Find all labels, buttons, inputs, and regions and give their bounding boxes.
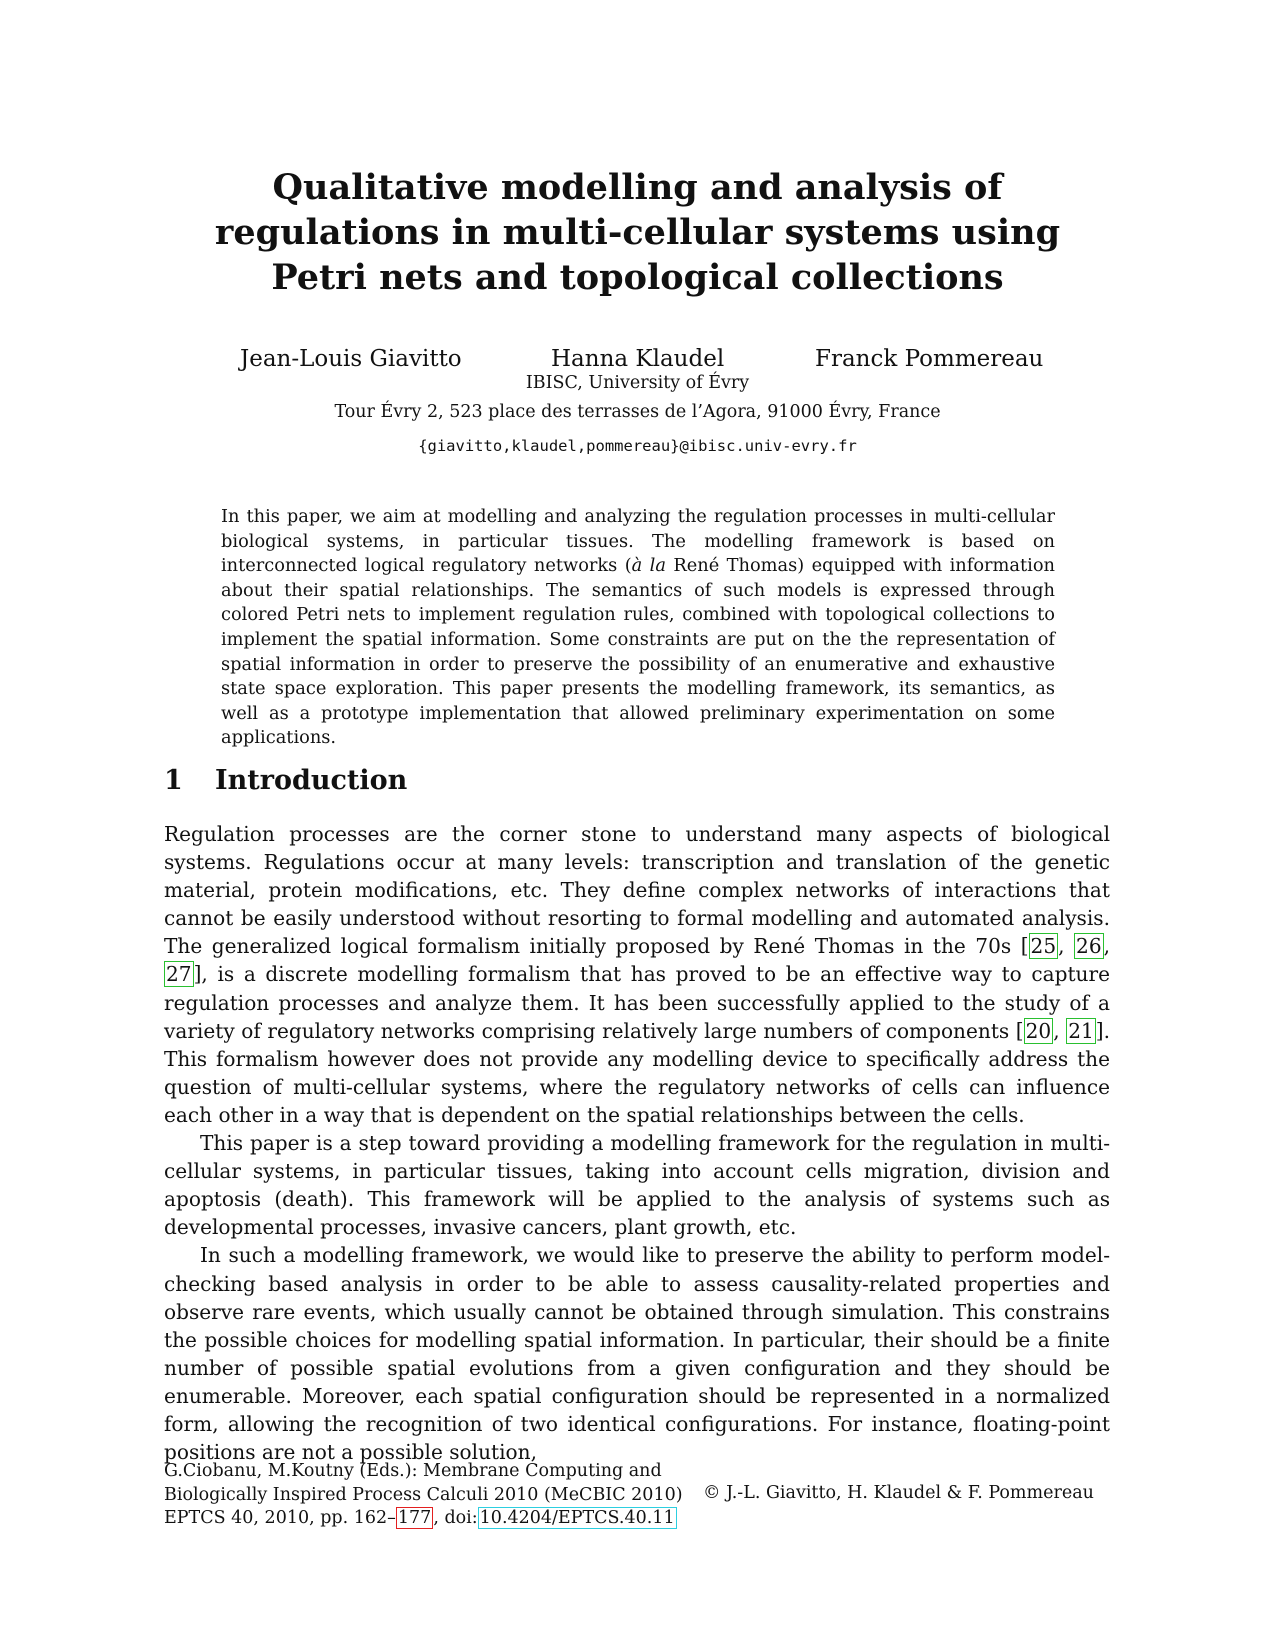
title-line-3: Petri nets and topological collections (271, 257, 1004, 298)
intro-paragraph-1 (164, 820, 1110, 1129)
para1-text-c: ]. This formalism however does not provide any modelling device to specifically address the question of multi-cellular systems, where the regulatory networks of cells can influence each other in a way that is dependent on the spatial relationships between the cells. (164, 1018, 1110, 1127)
footer-citation (164, 1460, 684, 1531)
author-klaudel: Hanna Klaudel (551, 346, 725, 372)
author-list (0, 346, 1275, 376)
citation-26[interactable]: 26 (1076, 934, 1102, 959)
affiliation: IBISC, University of Évry (525, 373, 750, 393)
cite-separator: , (1103, 934, 1110, 959)
last-page-link[interactable]: 177 (397, 1508, 432, 1528)
copyright-notice: © J.-L. Giavitto, H. Klaudel & F. Pommereau (703, 1483, 1094, 1503)
section-title: Introduction (215, 765, 408, 796)
intro-paragraph-3: In such a modelling framework, we would like to preserve the ability to perform model-checking based analysis in order to be able to assess causality-related properties and observe rare events, which usually cannot be obtained through simulation. This constrains the possible choices for modelling spatial information. In particular, their should be a finite number of possible spatial evolutions from a given configuration and they should be enumerable. Moreover, each spatial configuration should be represented in a normalized form, allowing the recognition of two identical configurations. For instance, floating-point positions are not a possible solution, (164, 1243, 1110, 1465)
abstract-text-1: In this paper, we aim at modelling and analyzing the regulation processes in multi-cellular biological systems, in particular tissues. The modelling framework is based on interconnected logical regulatory networks ( (221, 506, 1055, 577)
footer-line-2: Biologically Inspired Process Calculi 2010 (MeCBIC 2010) (164, 1484, 683, 1505)
footer-line-1: G.Ciobanu, M.Koutny (Eds.): Membrane Computing and (164, 1461, 662, 1481)
intro-paragraph-2: This paper is a step toward providing a modelling framework for the regulation in multi-cellular systems, in particular tissues, taking into account cells migration, division and apoptosis (death). This framework will be applied to the analysis of systems such as developmental processes, invasive cancers, plant growth, etc. (164, 1131, 1110, 1240)
title-line-2: regulations in multi-cellular systems using (214, 212, 1061, 253)
abstract-text-2: René Thomas) equipped with information about their spatial relationships. The semantics of such models is expressed through colored Petri nets to implement regulation rules, combined with topological collections to implement the spatial information. Some constraints are put on the the representation of spatial information in order to preserve the possibility of an enumerative and exhaustive state space exploration. This paper presents the modelling framework, its semantics, as well as a prototype implementation that allowed preliminary experimentation on some applications. (221, 555, 1055, 749)
paper-title (200, 165, 1075, 300)
title-line-1: Qualitative modelling and analysis of (272, 167, 1003, 208)
author-pommereau: Franck Pommereau (815, 346, 1044, 372)
author-giavitto: Jean-Louis Giavitto (240, 346, 462, 372)
footer-line-3 (164, 1507, 684, 1531)
abstract (221, 505, 1055, 751)
cite-separator: , (1058, 934, 1075, 959)
postal-address: Tour Évry 2, 523 place des terrasses de l’Agora, 91000 Évry, France (334, 402, 941, 422)
cite-separator: , (1053, 1018, 1067, 1043)
doi-prefix: , doi: (433, 1508, 478, 1528)
introduction-body (164, 820, 1110, 1466)
section-heading (164, 765, 407, 796)
para1-text-b: ], is a discrete modelling formalism that has proved to be an effective way to capture regulation processes and analyze them. It has been successfully applied to the study of a variety of regulatory networks comprising relatively large numbers of components [ (164, 962, 1110, 1043)
footer-pages-prefix: EPTCS 40, 2010, pp. 162– (164, 1508, 396, 1528)
author-emails: {giavitto,klaudel,pommereau}@ibisc.univ-evry.fr (418, 437, 857, 455)
citation-20[interactable]: 20 (1025, 1018, 1052, 1043)
para1-text-a: Regulation processes are the corner stone to understand many aspects of biological systems. Regulations occur at many levels: transcription and translation of the genetic material, protein modifications, etc. They define complex networks of interactions that cannot be easily understood without resorting to formal modelling and automated analysis. The generalized logical formalism initially proposed by René Thomas in the 70s [ (164, 822, 1110, 959)
abstract-italic: à la (631, 555, 666, 577)
section-number: 1 (164, 765, 183, 796)
citation-25[interactable]: 25 (1030, 934, 1057, 959)
doi-link[interactable]: 10.4204/EPTCS.40.11 (479, 1508, 675, 1528)
citation-27[interactable]: 27 (166, 962, 192, 987)
citation-21[interactable]: 21 (1068, 1018, 1094, 1043)
